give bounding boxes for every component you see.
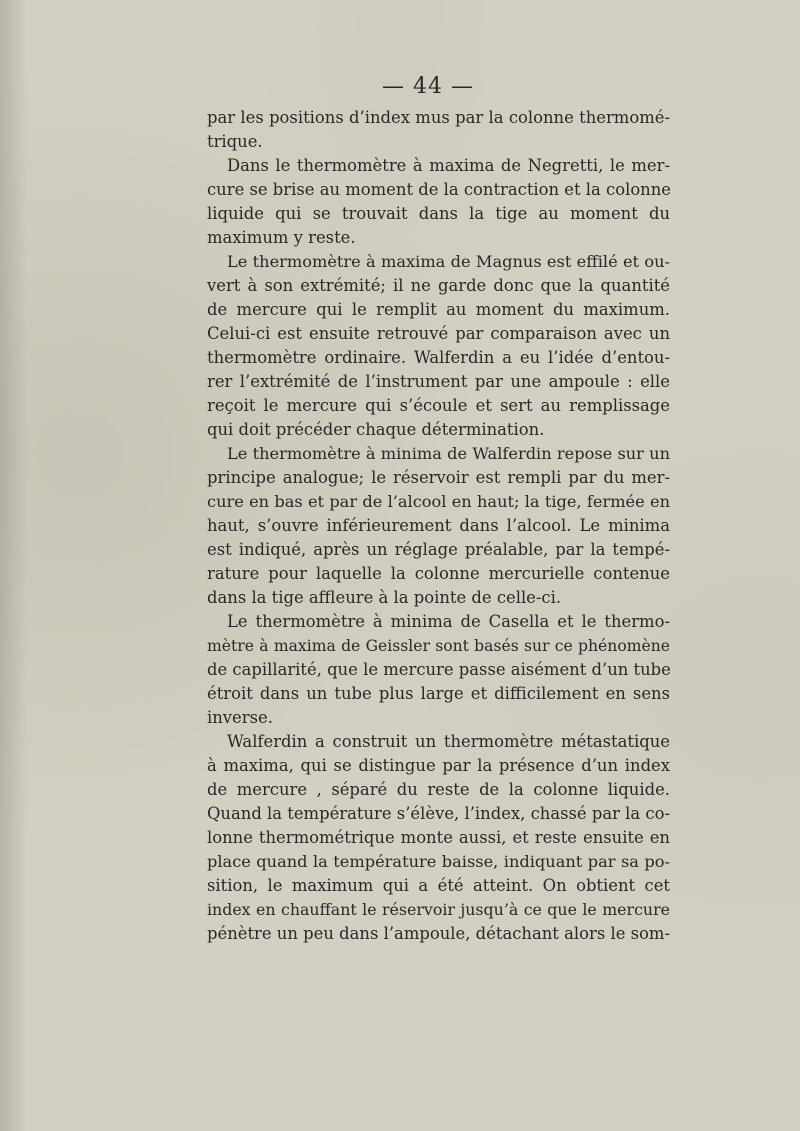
text-line: Le thermomètre à maxima de Magnus est effilé et ou- (227, 252, 670, 271)
text-line: est indiqué, après un réglage préalable, par la tempé- (207, 540, 670, 559)
text-line: rer l’extrémité de l’instrument par une ampoule : elle (207, 372, 670, 391)
text-line: Quand la température s’élève, l’index, chassé par la co- (207, 804, 670, 823)
text-line: index en chauffant le réservoir jusqu’à ce que le mercure (207, 900, 670, 919)
text-line: trique. (207, 132, 263, 151)
text-line: de mercure , séparé du reste de la colonne liquide. (207, 780, 670, 799)
text-line: vert à son extrémité; il ne garde donc que la quantité (207, 276, 670, 295)
text-line: Le thermomètre à minima de Casella et le thermo- (227, 612, 670, 631)
text-line: thermomètre ordinaire. Walferdin a eu l’idée d’entou- (207, 348, 670, 367)
text-line: sition, le maximum qui a été atteint. On obtient cet (207, 876, 670, 895)
text-line: place quand la température baisse, indiquant par sa po- (207, 852, 670, 871)
text-line: pénètre un peu dans l’ampoule, détachant alors le som- (207, 924, 670, 943)
page-number: — 44 — (382, 74, 474, 99)
text-line: maximum y reste. (207, 228, 356, 247)
text-line: Celui-ci est ensuite retrouvé par comparaison avec un (207, 324, 670, 343)
page-shadow-edge (0, 0, 28, 1131)
text-line: cure en bas et par de l’alcool en haut; la tige, fermée en (207, 492, 670, 511)
text-line: de capillarité, que le mercure passe aisément d’un tube (207, 660, 671, 679)
text-line: haut, s’ouvre inférieurement dans l’alcool. Le minima (207, 516, 670, 535)
text-line: par les positions d’index mus par la colonne thermomé- (207, 108, 670, 127)
text-line: de mercure qui le remplit au moment du maximum. (207, 300, 670, 319)
text-line: reçoit le mercure qui s’écoule et sert au remplissage (207, 396, 670, 415)
text-line: inverse. (207, 708, 273, 727)
text-line: mètre à maxima de Geissler sont basés sur ce phénomène (207, 637, 670, 655)
body-text (207, 106, 670, 946)
text-line: liquide qui se trouvait dans la tige au moment du (207, 204, 670, 223)
text-line: à maxima, qui se distingue par la présence d’un index (207, 756, 670, 775)
text-line: dans la tige affleure à la pointe de celle-ci. (207, 588, 562, 607)
text-line: étroit dans un tube plus large et difficilement en sens (207, 684, 670, 703)
text-line: qui doit précéder chaque détermination. (207, 420, 545, 439)
text-line: Le thermomètre à minima de Walferdin repose sur un (227, 444, 670, 463)
text-line: principe analogue; le réservoir est rempli par du mer- (207, 468, 670, 487)
text-line: cure se brise au moment de la contraction et la colonne (207, 180, 671, 199)
text-line: lonne thermométrique monte aussi, et reste ensuite en (207, 828, 670, 847)
text-line: Dans le thermomètre à maxima de Negretti, le mer- (227, 156, 670, 175)
text-line: Walferdin a construit un thermomètre métastatique (227, 732, 670, 751)
text-line: rature pour laquelle la colonne mercurielle contenue (207, 564, 670, 583)
